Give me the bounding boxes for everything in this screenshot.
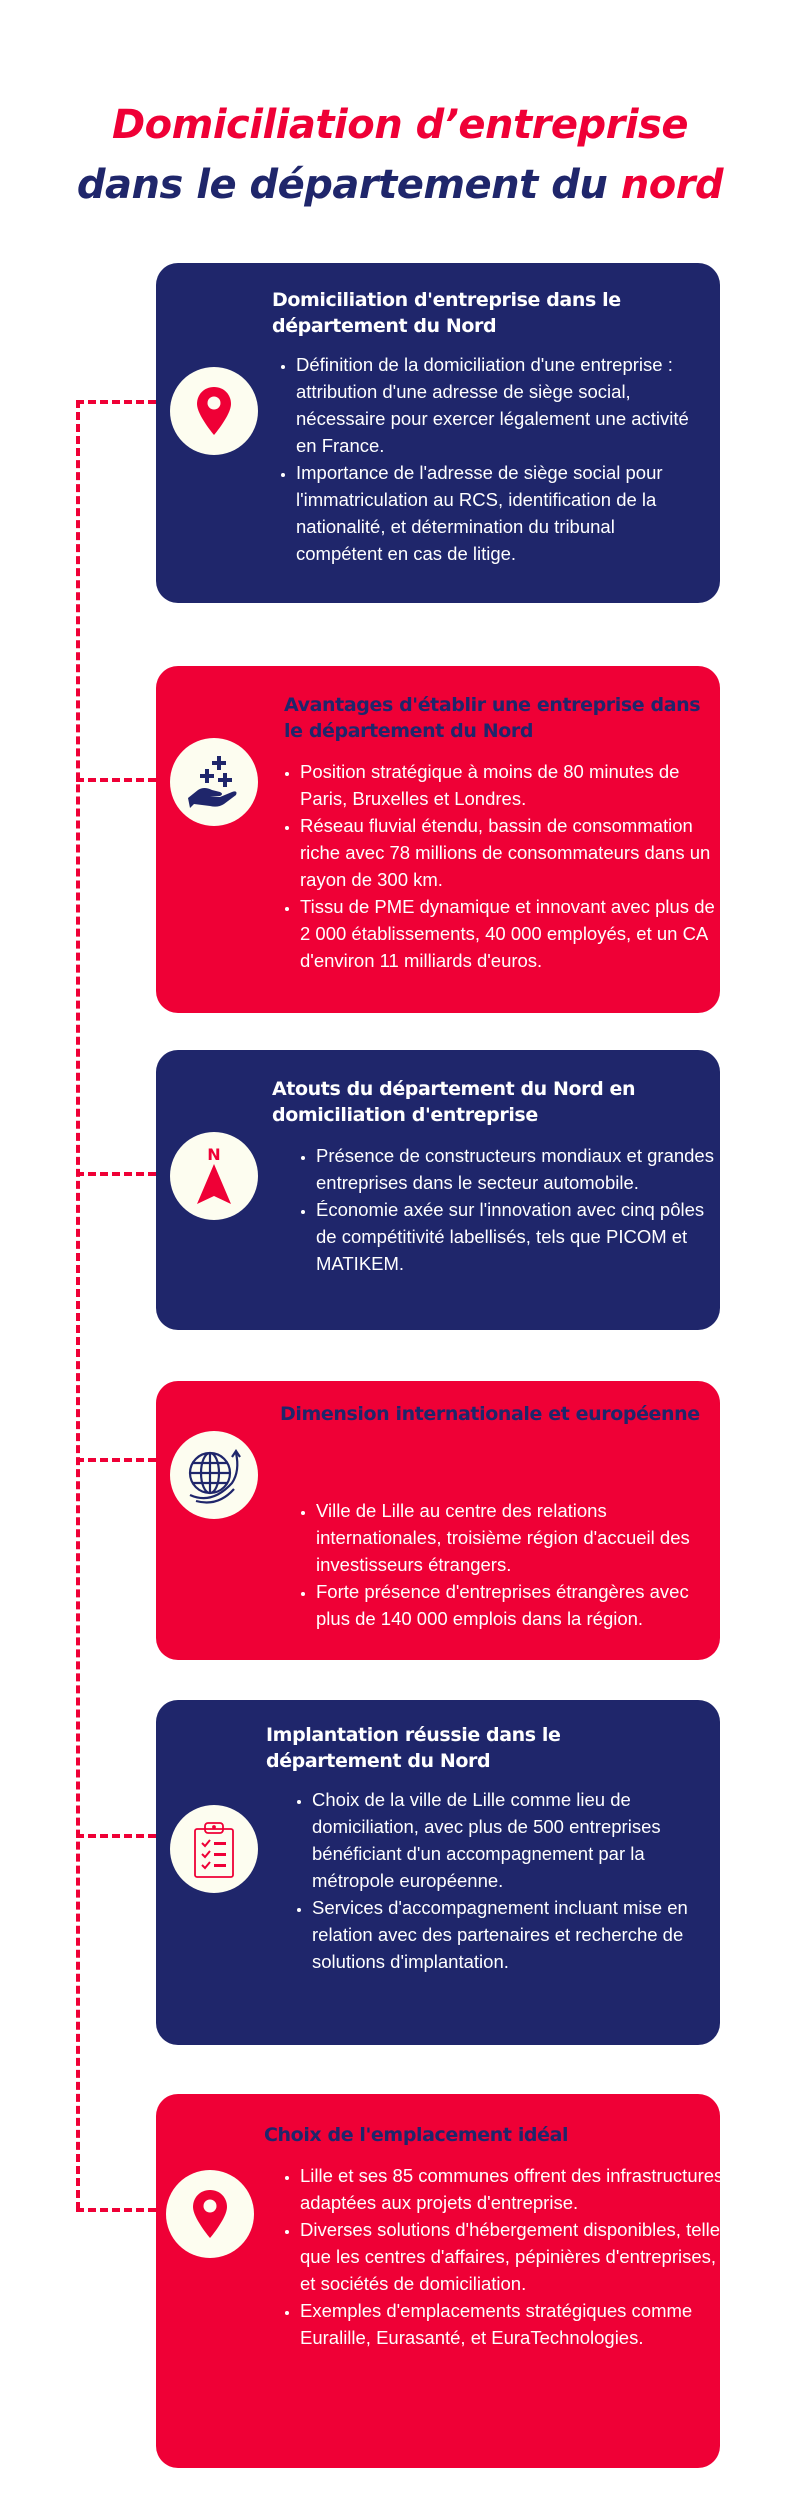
timeline-branch-4 xyxy=(76,1458,156,1462)
card-title: Domiciliation d'entreprise dans le département du Nord xyxy=(272,289,621,337)
bullet-item: • Lille et ses 85 communes offrent des infrastructures adaptées aux projets d'entreprise. xyxy=(300,2162,730,2216)
bullet-item: • Choix de la ville de Lille comme lieu de domiciliation, avec plus de 500 entreprises bénéficiant d'un accompagnement par la métropole européenne. xyxy=(312,1786,726,1894)
bullet-list xyxy=(294,1497,726,1632)
card-title: Dimension internationale et européenne xyxy=(280,1403,700,1425)
timeline-branch-3 xyxy=(76,1172,156,1176)
icon-badge xyxy=(166,2170,254,2258)
bullet-item: • Position stratégique à moins de 80 minutes de Paris, Bruxelles et Londres. xyxy=(300,758,730,812)
bullet-list xyxy=(294,1142,726,1277)
timeline-branch-5 xyxy=(76,1834,156,1838)
bullet-item: • Tissu de PME dynamique et innovant avec plus de 2 000 établissements, 40 000 employés, et un CA d'environ 11 milliards d'euros. xyxy=(300,893,730,974)
section-card-emplacement xyxy=(156,2094,730,2468)
section-card-avantages xyxy=(156,666,720,1013)
section-card-implantation xyxy=(156,1700,720,2045)
svg-text:N: N xyxy=(207,1145,221,1164)
bullet-item: • Économie axée sur l'innovation avec cinq pôles de compétitivité labellisés, tels que PICOM et MATIKEM. xyxy=(316,1196,726,1277)
bullet-list xyxy=(278,2162,730,2351)
icon-badge xyxy=(170,367,258,455)
compass-north-icon xyxy=(189,1144,239,1208)
timeline-branch-6 xyxy=(76,2208,156,2212)
page-title xyxy=(0,95,800,215)
bullet-list xyxy=(278,758,730,974)
bullet-item: • Présence de constructeurs mondiaux et grandes entreprises dans le secteur automobile. xyxy=(316,1142,726,1196)
icon-badge xyxy=(170,738,258,826)
bullet-item: • Ville de Lille au centre des relations internationales, troisième région d'accueil des investisseurs étrangers. xyxy=(316,1497,726,1578)
section-card-international xyxy=(156,1381,720,1660)
bullet-item: • Services d'accompagnement incluant mise en relation avec des partenaires et recherche de solutions d'implantation. xyxy=(312,1894,726,1975)
section-card-domiciliation xyxy=(156,263,720,603)
title-line-1: Domiciliation d’entreprise xyxy=(111,102,689,148)
icon-badge xyxy=(170,1431,258,1519)
bullet-list xyxy=(274,351,706,567)
hand-plus-icon xyxy=(184,754,244,810)
bullet-item: • Importance de l'adresse de siège social pour l'immatriculation au RCS, identification de la nationalité, et détermination du tribunal compétent en cas de litige. xyxy=(296,459,706,567)
card-title: Implantation réussie dans le département du Nord xyxy=(266,1724,561,1772)
card-title: Choix de l'emplacement idéal xyxy=(264,2124,569,2146)
card-title: Atouts du département du Nord en domiciliation d'entreprise xyxy=(272,1078,636,1126)
title-line-2-main: dans le département du xyxy=(76,162,621,208)
title-line-2 xyxy=(0,155,800,215)
bullet-item: • Diverses solutions d'hébergement disponibles, telles que les centres d'affaires, pépinières d'entreprises, et sociétés de domiciliation. xyxy=(300,2216,730,2297)
icon-badge xyxy=(170,1805,258,1893)
bullet-item: • Définition de la domiciliation d'une entreprise : attribution d'une adresse de siège social, nécessaire pour exercer légalement une activité en France. xyxy=(296,351,706,459)
map-pin-icon xyxy=(194,385,234,437)
bullet-list xyxy=(290,1786,726,1975)
bullet-item: • Réseau fluvial étendu, bassin de consommation riche avec 78 millions de consommateurs dans un rayon de 300 km. xyxy=(300,812,730,893)
bullet-item: • Exemples d'emplacements stratégiques comme Euralille, Eurasanté, et EuraTechnologies. xyxy=(300,2297,730,2351)
timeline-branch-2 xyxy=(76,778,156,782)
map-pin-icon xyxy=(190,2188,230,2240)
timeline-branch-1 xyxy=(76,400,156,404)
bullet-item: • Forte présence d'entreprises étrangères avec plus de 140 000 emplois dans la région. xyxy=(316,1578,726,1632)
title-line-2-highlight: nord xyxy=(620,162,724,208)
section-card-atouts xyxy=(156,1050,720,1330)
icon-badge xyxy=(170,1132,258,1220)
timeline-vertical-dashed-line xyxy=(76,400,80,2210)
globe-icon xyxy=(182,1443,246,1507)
card-title: Avantages d'établir une entreprise dans le département du Nord xyxy=(284,694,701,742)
clipboard-checklist-icon xyxy=(192,1819,236,1879)
